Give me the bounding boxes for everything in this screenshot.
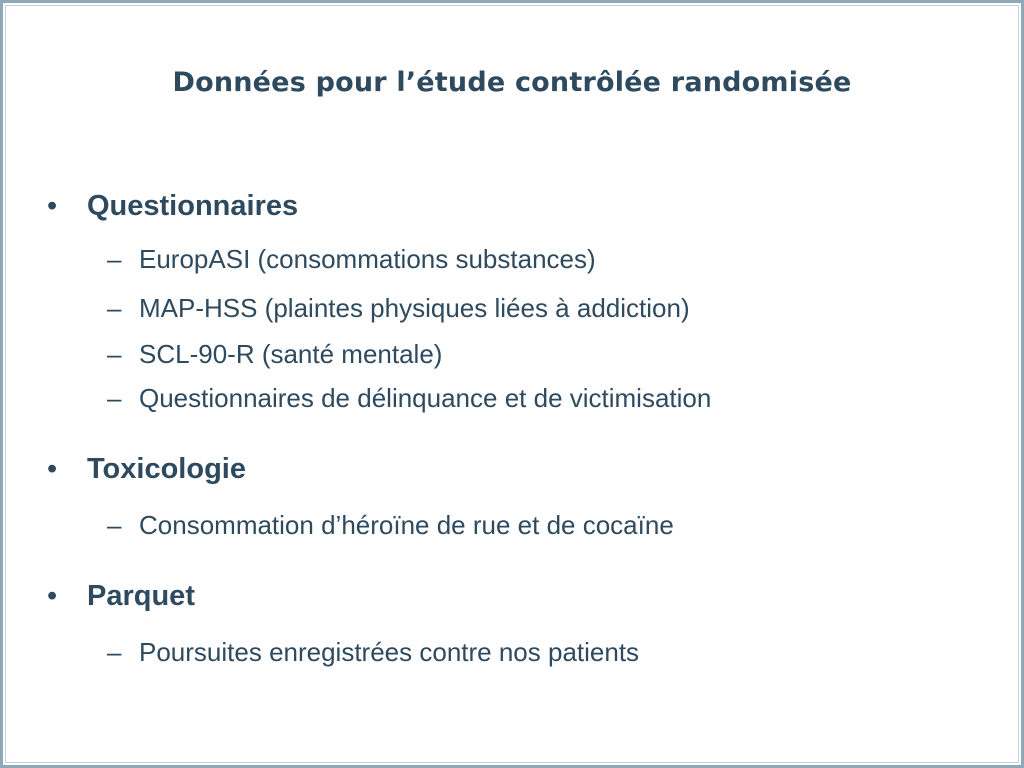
dash-marker: –: [107, 510, 122, 540]
dash-marker: –: [107, 293, 122, 323]
sub-item-text: MAP-HSS (plaintes physiques liées à addiction): [139, 293, 690, 323]
sub-item-text: Poursuites enregistrées contre nos patients: [139, 637, 640, 667]
bullet-marker: •: [47, 453, 58, 485]
sub-item-consommation: [107, 509, 674, 541]
bullet-parquet: [47, 579, 195, 613]
sub-item-map-hss: [107, 292, 690, 324]
slide-title: Données pour l’étude contrôlée randomisée: [172, 67, 852, 98]
bullet-toxicologie: [47, 452, 246, 486]
sub-item-text: Consommation d’héroïne de rue et de cocaïne: [139, 510, 674, 540]
bullet-heading: Toxicologie: [87, 453, 246, 485]
sub-item-text: EuropASI (consommations substances): [139, 244, 596, 274]
sub-item-text: Questionnaires de délinquance et de victimisation: [139, 383, 712, 413]
sub-item-delinquance: [107, 382, 711, 414]
dash-marker: –: [107, 339, 122, 369]
sub-item-text: SCL-90-R (santé mentale): [139, 339, 443, 369]
dash-marker: –: [107, 383, 122, 413]
bullet-marker: •: [47, 580, 58, 612]
dash-marker: –: [107, 637, 122, 667]
bullet-heading: Questionnaires: [87, 190, 299, 222]
sub-item-scl-90-r: [107, 338, 442, 370]
bullet-marker: •: [47, 190, 58, 222]
sub-item-poursuites: [107, 636, 639, 668]
bullet-heading: Parquet: [87, 580, 195, 612]
sub-item-europasi: [107, 243, 596, 275]
bullet-questionnaires: [47, 189, 298, 223]
dash-marker: –: [107, 244, 122, 274]
